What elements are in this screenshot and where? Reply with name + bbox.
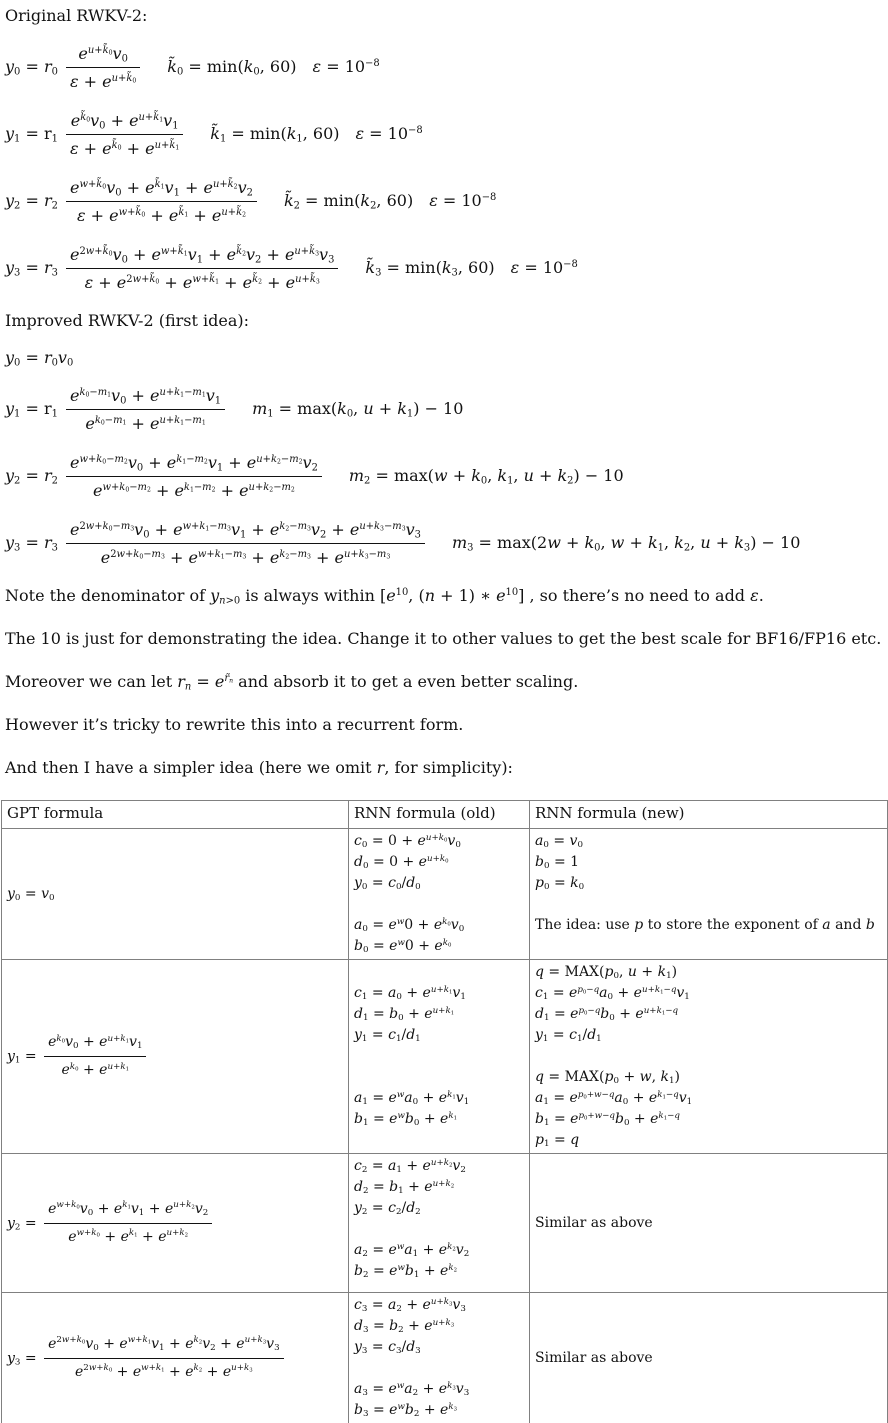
formula-line: $p_1 = q$ xyxy=(535,1132,580,1150)
equation: $y_1 = r_1$ $\frac{e^{k_0-m_1}v_0 + e^{u+k_1-m_1}v_1}{e^{k_0-m_1} + e^{u+k_1-m_1}}$ $m_1 = \max(k_0$, $u + k_1) - 10$ xyxy=(5,386,464,433)
formula-line: $d_3 = b_2 + e^{u+k_3}$ xyxy=(354,1317,455,1336)
rnn-old-cell xyxy=(349,829,530,960)
formula-line: $a_0 = e^w0 + e^{k_0}v_0$ xyxy=(354,916,465,935)
rnn-new-cell xyxy=(530,1293,888,1423)
formula-line: $y_2 = c_2/d_2$ xyxy=(354,1200,421,1218)
formula-line: $b_0 = e^w0 + e^{k_0}$ xyxy=(354,937,452,956)
formula-line: $y_1 = c_1/d_1$ xyxy=(354,1027,421,1045)
equation: $y_0 = r_0v_0$ xyxy=(5,348,74,369)
equation: $y_3 = r_3$ $\frac{e^{2w+k_0-m_3}v_0 + e^{w+k_1-m_3}v_1 + e^{k_2-m_3}v_2 + e^{u+k_3-m_3}v_3}{e^{2w+k_0-m_3} + e^{w+k_1-m_3} + e^{k_2-m_3} + e^{u+k_3-m_3}}$ $m_3 = \max(2w + k_0$, $w + k_1$, $k_2$, $u + k_3) - 10$ xyxy=(5,520,801,567)
formula-table xyxy=(1,800,888,1423)
formula-line: $b_3 = e^wb_2 + e^{k_3}$ xyxy=(354,1401,457,1420)
text-line: The idea: use p to store the exponent of a and b xyxy=(535,917,875,933)
formula-line: $c_0 = 0 + e^{u+k_0}v_0$ xyxy=(354,832,461,851)
formula-line: $b_1 = e^{p_0+w-q}b_0 + e^{k_1-q}$ xyxy=(535,1110,680,1129)
section-heading: Original RWKV-2: xyxy=(5,6,148,25)
gpt-formula-cell xyxy=(2,1293,349,1423)
formula-line: $b_0 = 1$ xyxy=(535,854,580,872)
formula-line: $y_1 = c_1/d_1$ xyxy=(535,1027,602,1045)
rnn-old-cell xyxy=(349,1293,530,1423)
formula-line: $d_0 = 0 + e^{u+k_0}$ xyxy=(354,853,449,872)
formula-line: $a_2 = e^wa_1 + e^{k_2}v_2$ xyxy=(354,1241,470,1260)
section-heading: Improved RWKV-2 (first idea): xyxy=(5,311,249,330)
blank-line xyxy=(354,1067,524,1088)
formula-line: $c_1 = e^{p_0-q}a_0 + e^{u+k_1-q}v_1$ xyxy=(535,984,690,1003)
equation: $y_1 = r_1$ $\frac{e^{k̃_0}v_0 + e^{u+k̃_1}v_1}{\varepsilon + e^{k̃_0} + e^{u+k̃_1}}$ $k̃_1 = \min(k_1$, 60) $\varepsilon = 10^{-8}$ xyxy=(5,111,423,158)
rnn-new-cell xyxy=(530,829,888,960)
formula-line: $q = MAX(p_0$, $u + k_1$) xyxy=(535,964,678,982)
formula-line: $y_2$ = $\frac{e^{w+k_0}v_0 + e^{k_1}v_1 + e^{u+k_2}v_2}{e^{w+k_0} + e^{k_1} + e^{u+k_2}}$ xyxy=(7,1198,343,1249)
gpt-formula-cell xyxy=(2,829,349,960)
equation: $y_2 = r_2$ $\frac{e^{w+k̃_0}v_0 + e^{k̃_1}v_1 + e^{u+k̃_2}v_2}{\varepsilon + e^{w+k̃_0} + e^{k̃_1} + e^{u+k̃_2}}$ $k̃_2 = \min(k_2$, 60) $\varepsilon = 10^{-8}$ xyxy=(5,178,497,225)
table-row xyxy=(2,1293,888,1423)
formula-line: $c_2 = a_1 + e^{u+k_2}v_2$ xyxy=(354,1157,466,1176)
blank-line xyxy=(354,1358,524,1379)
formula-line: $y_3$ = $\frac{e^{2w+k_0}v_0 + e^{w+k_1}v_1 + e^{k_2}v_2 + e^{u+k_3}v_3}{e^{2w+k_0} + e^{w+k_1} + e^{k_2} + e^{u+k_3}}$ xyxy=(7,1333,343,1384)
paragraph: However it’s tricky to rewrite this into a recurrent form. xyxy=(5,715,464,734)
formula-line: $d_1 = e^{p_0-q}b_0 + e^{u+k_1-q}$ xyxy=(535,1005,679,1024)
equation: $y_3 = r_3$ $\frac{e^{2w+k̃_0}v_0 + e^{w+k̃_1}v_1 + e^{k̃_2}v_2 + e^{u+k̃_3}v_3}{\varepsilon + e^{2w+k̃_0} + e^{w+k̃_1} + e^{k̃_2} + e^{u+k̃_3}}$ $k̃_3 = \min(k_3$, 60) $\varepsilon = 10^{-8}$ xyxy=(5,245,578,292)
formula-line: $b_1 = e^wb_0 + e^{k_1}$ xyxy=(354,1110,457,1129)
equation: $y_0 = r_0$ $\frac{e^{u+k̃_0}v_0}{\varepsilon + e^{u+k̃_0}}$ $k̃_0 = \min(k_0$, 60) $\varepsilon = 10^{-8}$ xyxy=(5,44,380,91)
blank-line xyxy=(354,962,524,983)
table-row xyxy=(2,1154,888,1293)
formula-line: $a_1 = e^wa_0 + e^{k_1}v_1$ xyxy=(354,1089,470,1108)
formula-line: $y_1$ = $\frac{e^{k_0}v_0 + e^{u+k_1}v_1}{e^{k_0} + e^{u+k_1}}$ xyxy=(7,1031,343,1082)
paragraph: The 10 is just for demonstrating the idea. Change it to other values to get the best scale for BF16/FP16 etc. xyxy=(5,629,882,648)
paragraph: And then I have a simpler idea (here we omit r, for simplicity): xyxy=(5,758,513,777)
formula-line: $q = MAX(p_0 + w$, $k_1$) xyxy=(535,1069,681,1087)
gpt-formula-cell xyxy=(2,960,349,1154)
text-line: Similar as above xyxy=(535,1349,653,1366)
blank-line xyxy=(354,1219,524,1240)
text-line: Similar as above xyxy=(535,1214,653,1231)
formula-line: $y_0 = c_0/d_0$ xyxy=(354,875,421,893)
formula-line: $a_0 = v_0$ xyxy=(535,833,583,851)
col-header-rnn-old: RNN formula (old) xyxy=(349,801,530,829)
rnn-new-cell xyxy=(530,1154,888,1293)
paragraph: Note the denominator of $y_{n>0}$ is always within [$e^{10}$, (n + 1) ∗ $e^{10}$] , so there’s no need to add ε. xyxy=(5,586,764,607)
gpt-formula-cell xyxy=(2,1154,349,1293)
rnn-old-cell xyxy=(349,960,530,1154)
col-header-gpt: GPT formula xyxy=(2,801,349,829)
table-row xyxy=(2,960,888,1154)
formula-line: $c_1 = a_0 + e^{u+k_1}v_1$ xyxy=(354,984,466,1003)
equation: $y_2 = r_2$ $\frac{e^{w+k_0-m_2}v_0 + e^{k_1-m_2}v_1 + e^{u+k_2-m_2}v_2}{e^{w+k_0-m_2} + e^{k_1-m_2} + e^{u+k_2-m_2}}$ $m_2 = \max(w + k_0$, $k_1$, $u + k_2) - 10$ xyxy=(5,453,624,500)
blank-line xyxy=(354,894,524,915)
formula-line: $d_2 = b_1 + e^{u+k_2}$ xyxy=(354,1178,455,1197)
formula-line: $y_0 = v_0$ xyxy=(7,885,55,903)
paragraph: Moreover we can let $r_n = e^{r̃_n}$ and absorb it to get a even better scaling. xyxy=(5,672,579,693)
formula-line: $a_3 = e^wa_2 + e^{k_3}v_3$ xyxy=(354,1380,470,1399)
formula-line: $p_0 = k_0$ xyxy=(535,875,585,893)
rnn-old-cell xyxy=(349,1154,530,1293)
blank-line xyxy=(535,1046,882,1067)
blank-line xyxy=(535,894,882,915)
formula-line: $d_1 = b_0 + e^{u+k_1}$ xyxy=(354,1005,455,1024)
table-row xyxy=(2,829,888,960)
formula-line: $a_1 = e^{p_0+w-q}a_0 + e^{k_1-q}v_1$ xyxy=(535,1089,693,1108)
formula-line: $b_2 = e^wb_1 + e^{k_2}$ xyxy=(354,1262,457,1281)
blank-line xyxy=(354,1046,524,1067)
formula-line: $y_3 = c_3/d_3$ xyxy=(354,1339,421,1357)
col-header-rnn-new: RNN formula (new) xyxy=(530,801,888,829)
rnn-new-cell xyxy=(530,960,888,1154)
formula-line: $c_3 = a_2 + e^{u+k_3}v_3$ xyxy=(354,1296,466,1315)
table-header-row xyxy=(2,801,888,829)
